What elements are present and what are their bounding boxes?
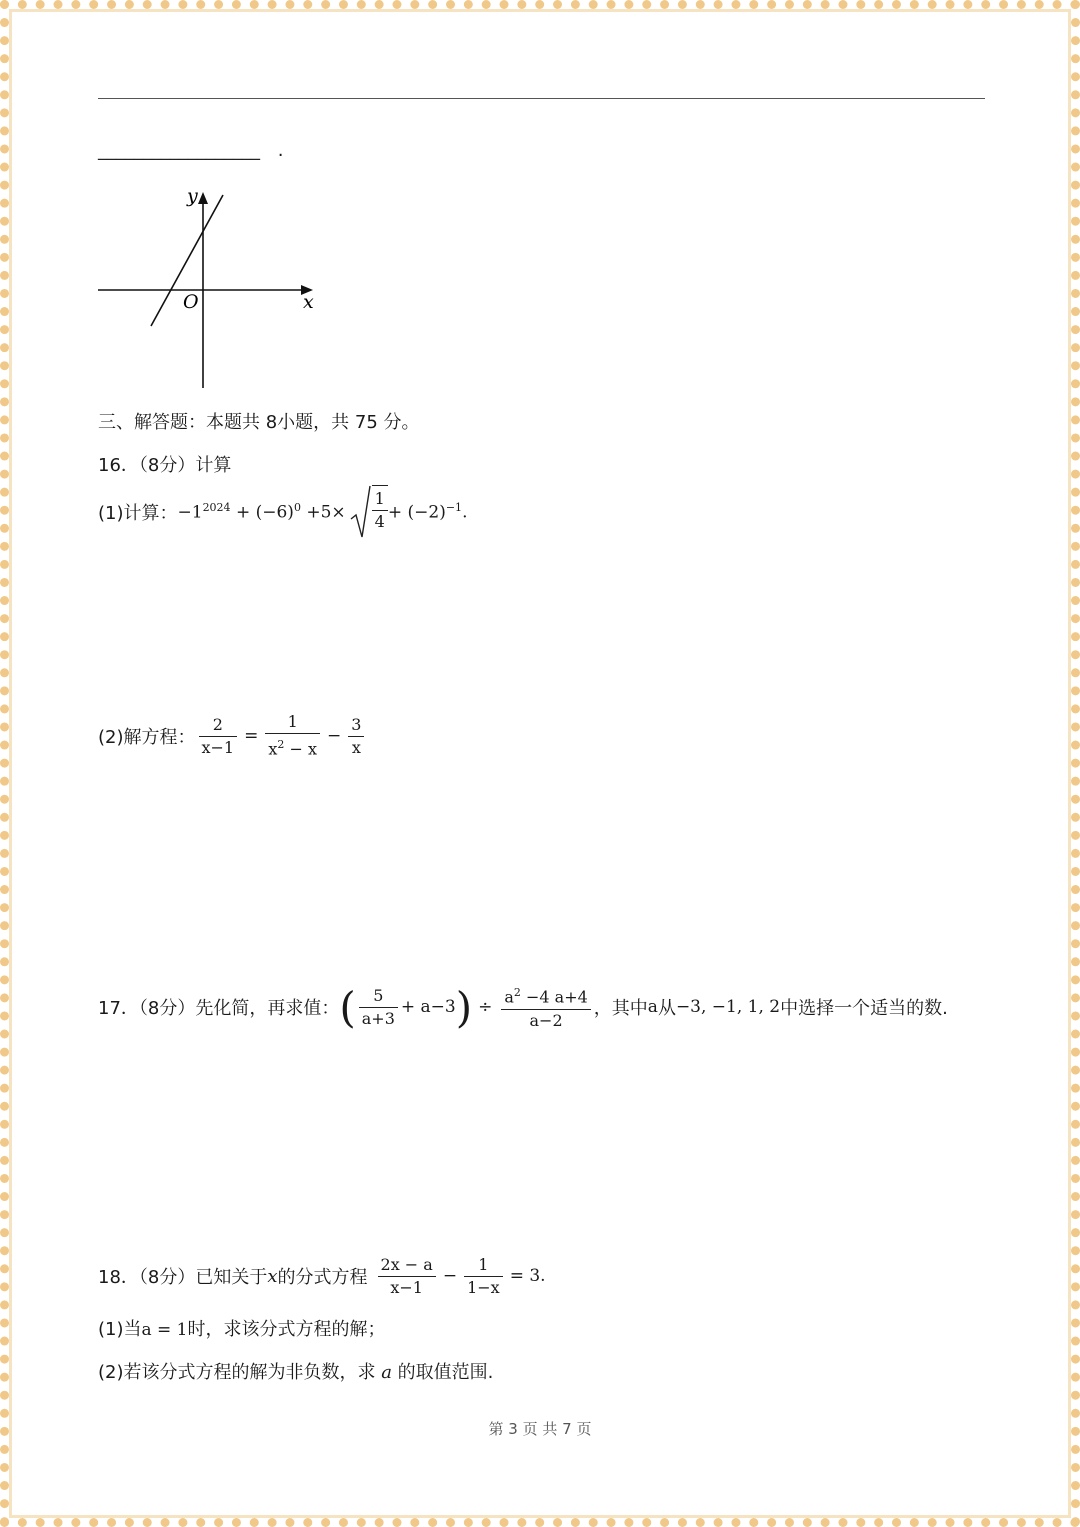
q18-frac1-num: 2x − a [378,1254,436,1277]
q17-frac2-den: a−2 [529,1010,563,1030]
frac2-den-a: x [268,739,278,759]
q18-minus: − [442,1266,458,1286]
q17-lparen: ( [339,982,356,1032]
q16-p2-minus: − [327,726,342,746]
q16-p1-term2-exp: 0 [293,501,301,515]
q16-p2-frac1 [199,714,238,759]
q16-p1-label: (1)计算： [98,503,178,524]
q17-tail1: ，其中 [593,998,648,1019]
q16-p1-term4: + (−2) [387,502,446,523]
frac2-den-exp: 2 [277,738,285,752]
q18-frac1-den: x−1 [390,1277,423,1297]
frac3-den: x [351,737,361,757]
frac1-num: 2 [199,714,238,737]
q17-frac2 [501,982,590,1031]
q17-tail-vals: −3, −1, 1, 2 [675,997,781,1017]
q16-heading: 16．（8分）计算 [98,455,232,476]
q17-tail3: 中选择一个适当的数. [780,998,948,1019]
q16-part2 [98,710,367,762]
q17-frac1-den: a+3 [361,1008,395,1028]
origin-label: O [183,291,199,313]
frac3-num: 3 [348,714,364,737]
sqrt-symbol [350,485,388,539]
q16-p2-frac2 [265,711,320,760]
q16-p1-term4-exp: −1 [445,501,463,515]
q17-rparen: ) [455,982,473,1032]
q17-frac1-num: 5 [359,985,398,1008]
frac2-den-b: − x [284,739,317,759]
q16-p2-frac3 [348,714,364,759]
q17-mid: + a−3 [400,997,456,1017]
q16-p1-tail [388,501,468,523]
q18-p2-b: 的取值范围. [391,1362,494,1383]
q18-p1-b: 时，求该分式方程的解； [187,1319,386,1340]
answer-blank [98,140,283,161]
sqrt-fraction [372,485,388,539]
q17-frac2-num-exp: 2 [513,986,521,1000]
q16-p1-expression [178,501,346,523]
q17-div: ÷ [478,997,493,1017]
q18-frac1 [378,1254,436,1299]
coordinate-graph [95,180,335,395]
q18-head1: 18．（8分）已知关于 [98,1267,268,1288]
q17-frac2-num [501,982,590,1009]
q17-frac2-num-a: a [504,987,514,1007]
sqrt-den: 4 [374,512,385,531]
sqrt-num: 1 [372,488,388,511]
page-number: 第 3 页 共 7 页 [488,1420,592,1438]
q17-frac1 [359,985,398,1030]
q17-question [98,978,948,1036]
q17-tail-a: a [647,997,658,1017]
q16-p1-end: . [462,502,468,523]
q17-tail2: 从 [657,998,676,1019]
q18-frac2-den: 1−x [467,1277,500,1297]
q18-frac2-num: 1 [464,1254,503,1277]
blank-period: . [277,140,284,161]
radical-sign [350,485,372,539]
q17-frac2-num-b: −4 a+4 [520,987,588,1007]
y-axis-arrow [198,192,208,204]
q18-part2 [98,1358,493,1384]
q16-p1-term1: −1 [177,502,203,523]
q18-p1-math: a = 1 [141,1320,188,1340]
header-rule [98,98,985,99]
q16-p2-label: (2)解方程： [98,727,196,748]
q18-head-x: x [267,1265,278,1287]
y-axis-label: y [187,185,198,207]
q18-p1-a: (1)当 [98,1319,142,1340]
q18-head2: 的分式方程 [277,1267,368,1288]
blank-underline: __________________ [98,140,260,161]
frac2-num: 1 [265,711,320,734]
q18-frac2 [464,1254,503,1299]
q18-eq: = 3. [509,1266,546,1286]
q17-heading: 17．（8分）先化简，再求值： [98,998,340,1019]
q18-part1 [98,1315,386,1341]
q16-p1-term1-exp: 2024 [202,501,231,515]
q16-p1-term3: +5× [306,502,346,523]
q18-question [98,1250,546,1302]
q16-part1 [98,484,467,540]
x-axis-label: x [303,291,314,313]
q18-p2-a: (2)若该分式方程的解为非负数，求 [98,1362,382,1383]
q18-p2-var: a [381,1362,392,1383]
q16-p1-term2: + (−6) [235,502,294,523]
frac1-den: x−1 [201,737,235,757]
section-title: 三、解答题：本题共 8小题，共 75 分。 [98,412,420,433]
q16-p2-eq: = [244,726,259,746]
frac2-den [265,734,320,760]
